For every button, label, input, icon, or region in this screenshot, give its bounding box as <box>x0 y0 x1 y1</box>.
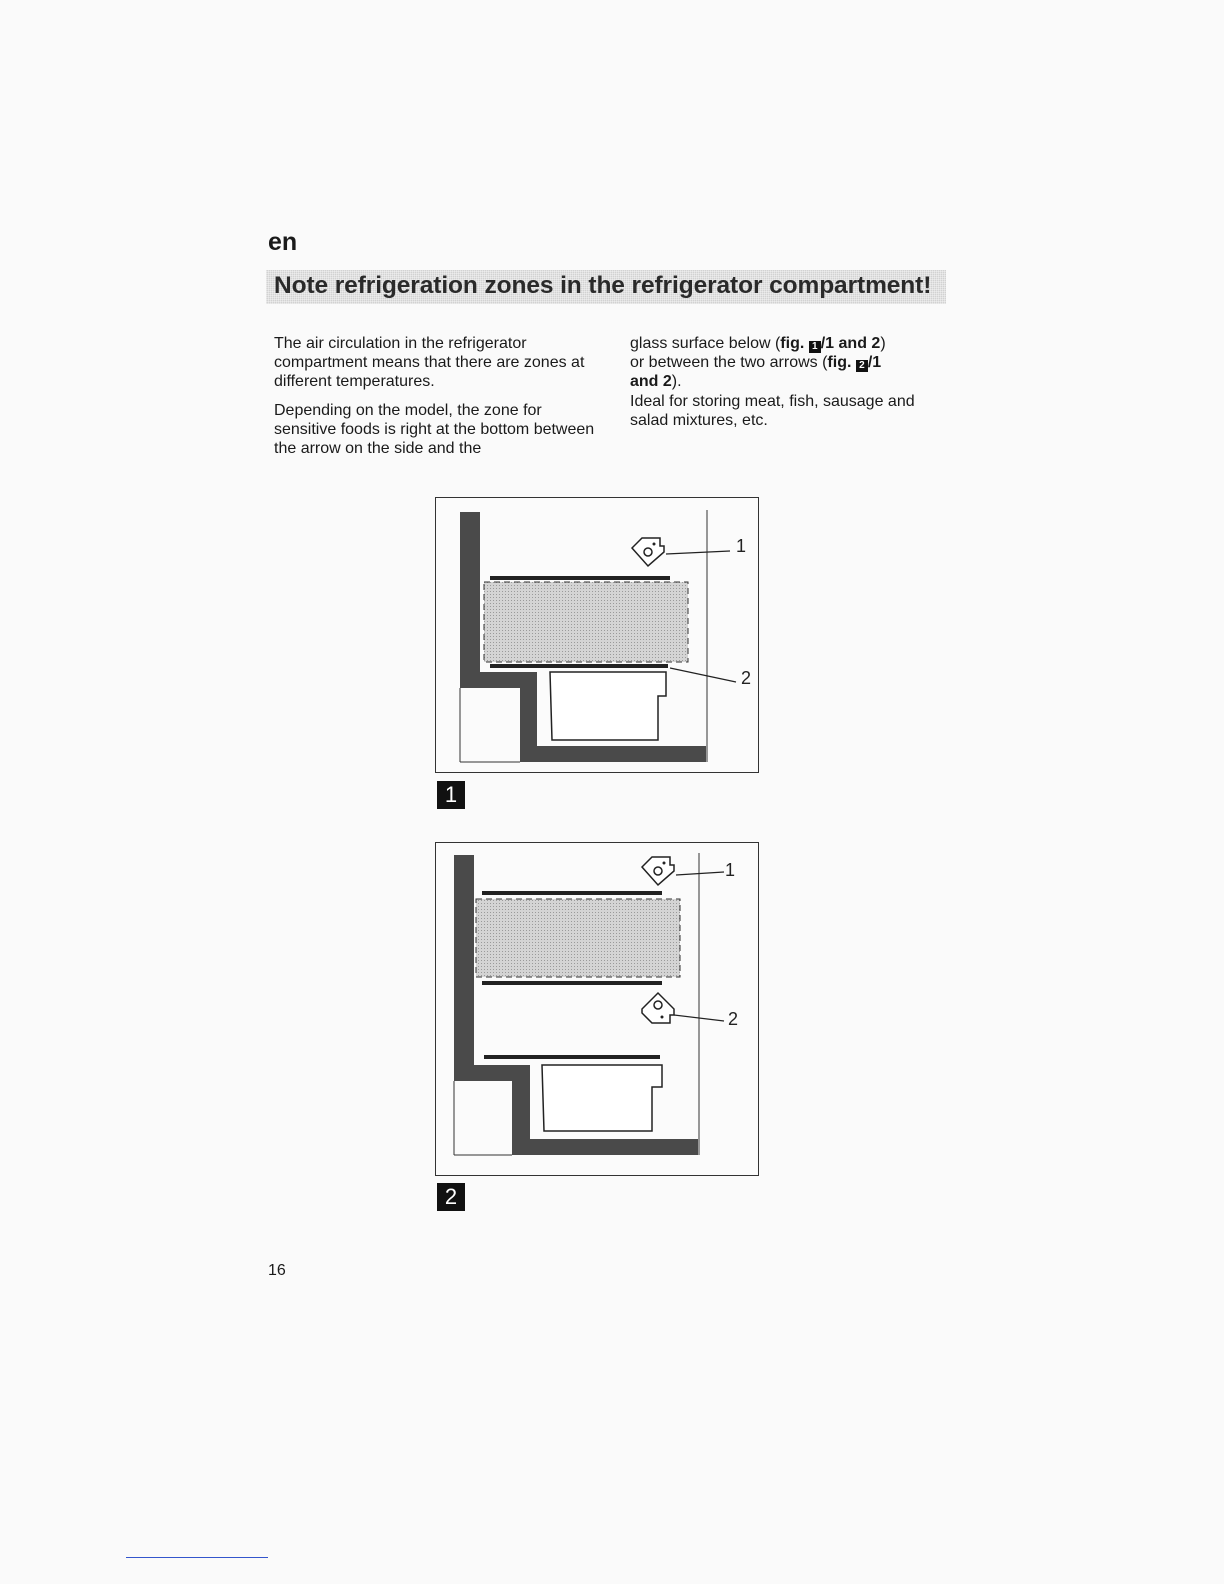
glass-shelf <box>490 576 670 580</box>
section-title: Note refrigeration zones in the refrigerator compartment! <box>274 272 932 299</box>
text-column-right <box>630 334 940 430</box>
text-column-left <box>274 334 604 467</box>
zone-arrow-bottom-icon <box>642 993 674 1023</box>
vegetable-drawer <box>550 672 666 740</box>
paragraph-continued: glass surface below (fig. 1 /1 and 2) or between the two arrows (fig. 2 /1 and 2). Ideal for storing meat, fish, sausage and salad mixtures, etc. <box>630 335 915 429</box>
cold-zone <box>484 582 688 662</box>
glass-shelf-top <box>482 891 662 895</box>
figure-ref-2-icon: 2 <box>856 360 868 372</box>
glass-shelf-middle <box>482 981 662 985</box>
zone-arrow-top-icon <box>642 857 674 885</box>
language-tag: en <box>268 228 298 256</box>
paragraph-air-circulation: The air circulation in the refrigerator compartment means that there are zones at different temperatures. <box>274 335 585 391</box>
cold-zone <box>476 899 680 977</box>
figure-ref-1-icon: 1 <box>809 341 821 353</box>
glass-surface <box>484 1055 660 1059</box>
section-banner <box>266 270 946 304</box>
zone-arrow-icon <box>632 538 664 566</box>
paragraph-ideal: Ideal for storing meat, fish, sausage and salad mixtures, etc. <box>630 392 915 429</box>
page-number: 16 <box>268 1262 286 1279</box>
figure-1-badge: 1 <box>437 781 465 809</box>
callout-2: 2 <box>741 668 752 688</box>
figure-1 <box>435 497 759 773</box>
glass-surface <box>490 664 668 668</box>
callout-1: 1 <box>725 860 736 880</box>
vegetable-drawer <box>542 1065 662 1131</box>
figure-1-diagram <box>436 498 758 772</box>
callout-2: 2 <box>728 1009 739 1029</box>
footer-rule <box>126 1557 268 1558</box>
callout-1: 1 <box>736 536 747 556</box>
figure-2 <box>435 842 759 1176</box>
figure-2-diagram <box>436 843 758 1175</box>
paragraph-depending-model: Depending on the model, the zone for sensitive foods is right at the bottom between the arrow on the side and the <box>274 401 595 458</box>
figure-2-badge: 2 <box>437 1183 465 1211</box>
